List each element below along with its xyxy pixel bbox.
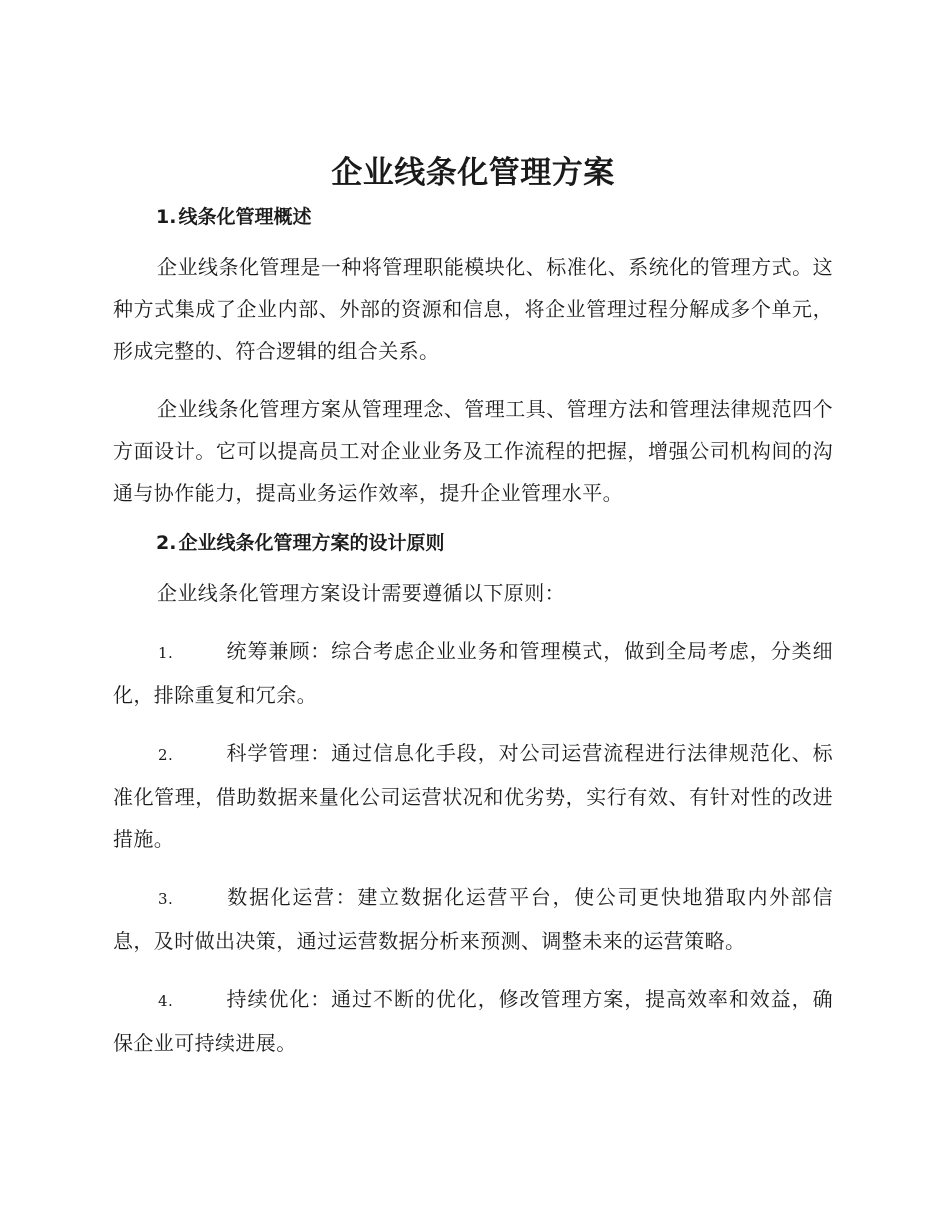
section-2-intro: 企业线条化管理方案设计需要遵循以下原则：: [157, 581, 565, 605]
section-1-heading: [113, 202, 833, 232]
list-item: [113, 978, 833, 1064]
list-item-text: 持续优化：通过不断的优化，修改管理方案，提高效率和效益，确保企业可持续进展。: [113, 987, 833, 1055]
section-2-number: 2.: [156, 532, 177, 554]
list-item: [113, 876, 833, 962]
list-item-number: 4.: [158, 992, 174, 1010]
section-1-title: 线条化管理概述: [178, 206, 312, 228]
section-1-paragraph-2: 企业线条化管理方案从管理理念、管理工具、管理方法和管理法律规范四个方面设计。它可以提高员工对企业业务及工作流程的把握，增强公司机构间的沟通与协作能力，提高业务运作效率，提升企业管理水平。: [113, 397, 833, 505]
list-item-number: 3.: [158, 890, 174, 908]
section-1-number: 1.: [156, 206, 177, 228]
list-item-text: 科学管理：通过信息化手段，对公司运营流程进行法律规范化、标准化管理，借助数据来量化公司运营状况和优劣势，实行有效、有针对性的改进措施。: [113, 741, 833, 851]
section-2-heading: [113, 528, 833, 558]
list-item-number: 2.: [158, 746, 174, 764]
section-1-paragraph-1: 企业线条化管理是一种将管理职能模块化、标准化、系统化的管理方式。这种方式集成了企业内部、外部的资源和信息，将企业管理过程分解成多个单元，形成完整的、符合逻辑的组合关系。: [113, 255, 833, 363]
list-item-text: 统筹兼顾：综合考虑企业业务和管理模式，做到全局考虑，分类细化，排除重复和冗余。: [113, 639, 833, 707]
list-item-text: 数据化运营：建立数据化运营平台，使公司更快地猎取内外部信息，及时做出决策，通过运营数据分析来预测、调整未来的运营策略。: [113, 885, 833, 953]
list-item-number: 1.: [158, 644, 174, 662]
list-item: [113, 732, 833, 860]
section-2-title: 企业线条化管理方案的设计原则: [178, 532, 445, 554]
list-item: [113, 630, 833, 716]
document-page: [113, 150, 833, 1064]
document-title: 企业线条化管理方案: [331, 155, 615, 191]
